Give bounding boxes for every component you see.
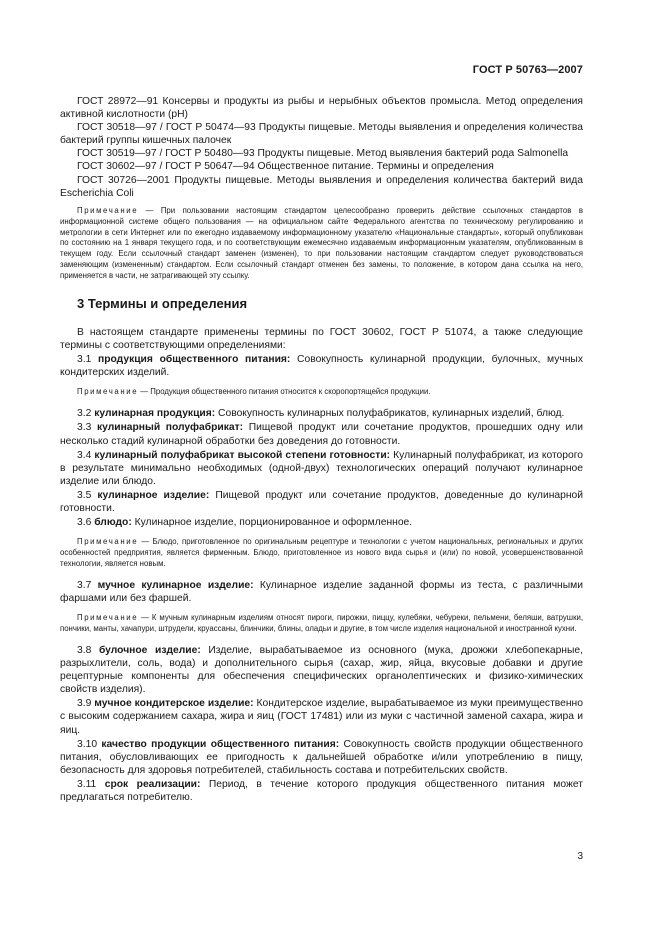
term-definition xyxy=(60,644,583,696)
term-number: 3.10 xyxy=(77,738,98,750)
term-number: 3.8 xyxy=(77,644,92,656)
term-text: Совокупность кулинарной продукции, булочных, мучных кондитерских изделий. xyxy=(60,354,583,379)
term-number: 3.3 xyxy=(77,422,92,434)
term-text: Совокупность свойств продукции общественного питания, обусловливающих ее пригодность к дальнейшей обработке и/или употреблению в пищу, безопасность для здоровья потребителей, стабильность состава и потребительских свойств. xyxy=(60,738,583,776)
term-name: кулинарное изделие: xyxy=(97,489,210,501)
term-definition xyxy=(60,516,583,529)
term-definition xyxy=(60,449,583,488)
term-definition xyxy=(60,579,583,605)
page-content xyxy=(60,95,583,804)
term-name: качество продукции общественного питания: xyxy=(101,738,340,750)
term-definition xyxy=(60,697,583,736)
term-note: Примечание — Продукция общественного питания относится к скоропортящейся продукции. xyxy=(77,387,431,397)
term-text: Пищевой продукт или сочетание продуктов, доведенные до кулинарной готовности. xyxy=(60,489,584,515)
term-note: Примечание — К мучным кулинарным изделиям относят пироги, пирожки, пиццу, кулебяки, чебуреки, пельмени, беляши, ватрушки, пончики, манты, хачапури, штрудели, круассаны, блинчики, блины, оладьи и другие, в том числе изделия национальной и иностранной кухни. xyxy=(60,613,583,634)
term-number: 3.6 xyxy=(77,517,92,529)
note-text: Блюдо, приготовленное по оригинальным рецептуре и технологии с учетом национальных, региональных и других особенностей предприятия, является фирменным. Блюдо, приготовленное из нового вида сырья и (или) по новой, усовершенствованной технологии, является новым. xyxy=(60,537,583,569)
note-text: Продукция общественного питания относится к скоропортящейся продукции. xyxy=(150,387,431,397)
term-definition xyxy=(60,738,583,777)
main-note: Примечание — При пользовании настоящим стандартом целесообразно проверить действие ссылочных стандартов в информационной системе общего пользования — на официальном сайте Федерального агентства по техническому регулированию и метрологии в сети Интернет или по ежегодно издаваемому информационному указателю «Национальные стандарты», который опубликован по состоянию на 1 января текущего года, и по соответствующим ежемесячно издаваемым информационным указателям, опубликованным в текущем году. Если ссылочный стандарт заменен (изменен), то при пользовании настоящим стандартом следует руководствоваться заменяющим (измененным) стандартом. Если ссылочный стандарт отменен без замены, то положение, в котором дана ссылка на него, применяется в части, не затрагивающей эту ссылку. xyxy=(60,205,583,281)
note-text: К мучным кулинарным изделиям относят пироги, пирожки, пиццу, кулебяки, чебуреки, пельмени, беляши, ватрушки, пончики, манты, хачапури, штрудели, круассаны, блинчики, блины, оладьи и другие, в том числе изделия национальной и иностранной кухни. xyxy=(60,613,583,634)
term-name: кулинарная продукция: xyxy=(94,408,216,420)
term-name: кулинарный полуфабрикат высокой степени готовности: xyxy=(94,449,391,461)
term-number: 3.1 xyxy=(77,354,92,366)
term-note: Примечание — Блюдо, приготовленное по оригинальным рецептуре и технологии с учетом национальных, региональных и других особенностей предприятия, является фирменным. Блюдо, приготовленное из нового вида сырья и (или) по новой, усовершенствованной технологии, является новым. xyxy=(60,537,583,569)
note-text: При пользовании настоящим стандартом целесообразно проверить действие ссылочных стандартов в информационной системе общего пользования — на официальном сайте Федерального агентства по техническому регулированию и метрологии в сети Интернет или по ежегодно издаваемому информационному указателю «Национальные стандарты», который опубликован по состоянию на 1 января текущего года, и по соответствующим ежемесячно издаваемым информационным указателям, опубликованным в текущем году. Если ссылочный стандарт заменен (изменен), то при пользовании настоящим стандартом следует руководствоваться заменяющим (измененным) стандартом. Если ссылочный стандарт отменен без замены, то положение, в котором дана ссылка на него, применяется в части, не затрагивающей эту ссылку. xyxy=(60,205,583,281)
term-text: Кулинарный полуфабрикат, из которого в результате минимально необходимых (одной-двух) технологических операций получают кулинарное изделие или блюдо. xyxy=(60,449,583,487)
term-number: 3.11 xyxy=(77,778,97,790)
term-name: срок реализации: xyxy=(104,778,201,790)
term-number: 3.5 xyxy=(77,489,92,501)
term-text: Кондитерское изделие, вырабатываемое из муки преимущественно с высоким содержанием сахара, жира и яиц (ГОСТ 17481) или из муки с частичной заменой сахара, жира и яиц. xyxy=(60,698,583,736)
term-name: блюдо: xyxy=(94,517,132,529)
term-definition xyxy=(60,778,583,804)
term-name: кулинарный полуфабрикат: xyxy=(96,422,244,434)
term-text: Совокупность кулинарных полуфабрикатов, кулинарных изделий, блюд. xyxy=(218,408,565,420)
note-label: Примечание xyxy=(77,537,139,547)
term-definition xyxy=(60,489,583,515)
term-number: 3.2 xyxy=(77,408,92,420)
note-label: Примечание xyxy=(77,613,139,623)
term-name: мучное кондитерское изделие: xyxy=(94,698,254,710)
term-name: мучное кулинарное изделие: xyxy=(97,579,254,591)
document-id-header: ГОСТ Р 50763—2007 xyxy=(472,64,583,76)
reference-item: ГОСТ 28972—91 Консервы и продукты из рыбы и нерыбных объектов промысла. Метод определения активной кислотности (pH) xyxy=(60,96,583,121)
term-definition xyxy=(60,421,583,447)
reference-item: ГОСТ 30602—97 / ГОСТ Р 50647—94 Общественное питание. Термины и определения xyxy=(77,161,494,173)
term-number: 3.7 xyxy=(77,579,92,591)
term-text: Пищевой продукт или сочетание продуктов, прошедших одну или несколько стадий кулинарной обработки без доведения до готовности. xyxy=(60,422,583,447)
term-text: Период, в течение которого продукция общественного питания может предлагаться потребителю. xyxy=(60,778,583,803)
section-title: 3 Термины и определения xyxy=(77,296,248,312)
note-label: Примечание xyxy=(77,387,139,397)
reference-item: ГОСТ 30519—97 / ГОСТ Р 50480—93 Продукты пищевые. Метод выявления бактерий рода Salmonella xyxy=(77,148,569,160)
note-label: Примечание xyxy=(77,205,139,215)
section-intro: В настоящем стандарте применены термины по ГОСТ 30602, ГОСТ Р 51074, а также следующие термины с соответствующими определениями: xyxy=(60,327,583,352)
reference-item: ГОСТ 30518—97 / ГОСТ Р 50474—93 Продукты пищевые. Методы выявления и определения количества бактерий группы кишечных палочек xyxy=(60,122,583,147)
term-number: 3.4 xyxy=(77,449,92,461)
term-name: булочное изделие: xyxy=(98,644,201,656)
term-text: Кулинарное изделие заданной формы из теста, с различными фаршами или без фаршей. xyxy=(60,579,583,605)
reference-item: ГОСТ 30726—2001 Продукты пищевые. Методы выявления и определения количества бактерий вида Escherichia Coli xyxy=(60,174,583,199)
term-definition xyxy=(60,353,583,379)
term-definition xyxy=(60,407,583,420)
term-number: 3.9 xyxy=(77,698,92,710)
term-name: продукция общественного питания: xyxy=(98,354,291,366)
page-number: 3 xyxy=(577,851,583,862)
term-text: Кулинарное изделие, порционированное и оформленное. xyxy=(134,517,413,529)
term-text: Изделие, вырабатываемое из основного (мука, дрожжи хлебопекарные, разрыхлители, соль, вода) и дополнительного сырья (сахар, жир, яйца, вкусовые добавки и другие рецептурные компоненты для обеспечения специфических органолептических и физико-химических свойств изделия). xyxy=(60,644,583,696)
